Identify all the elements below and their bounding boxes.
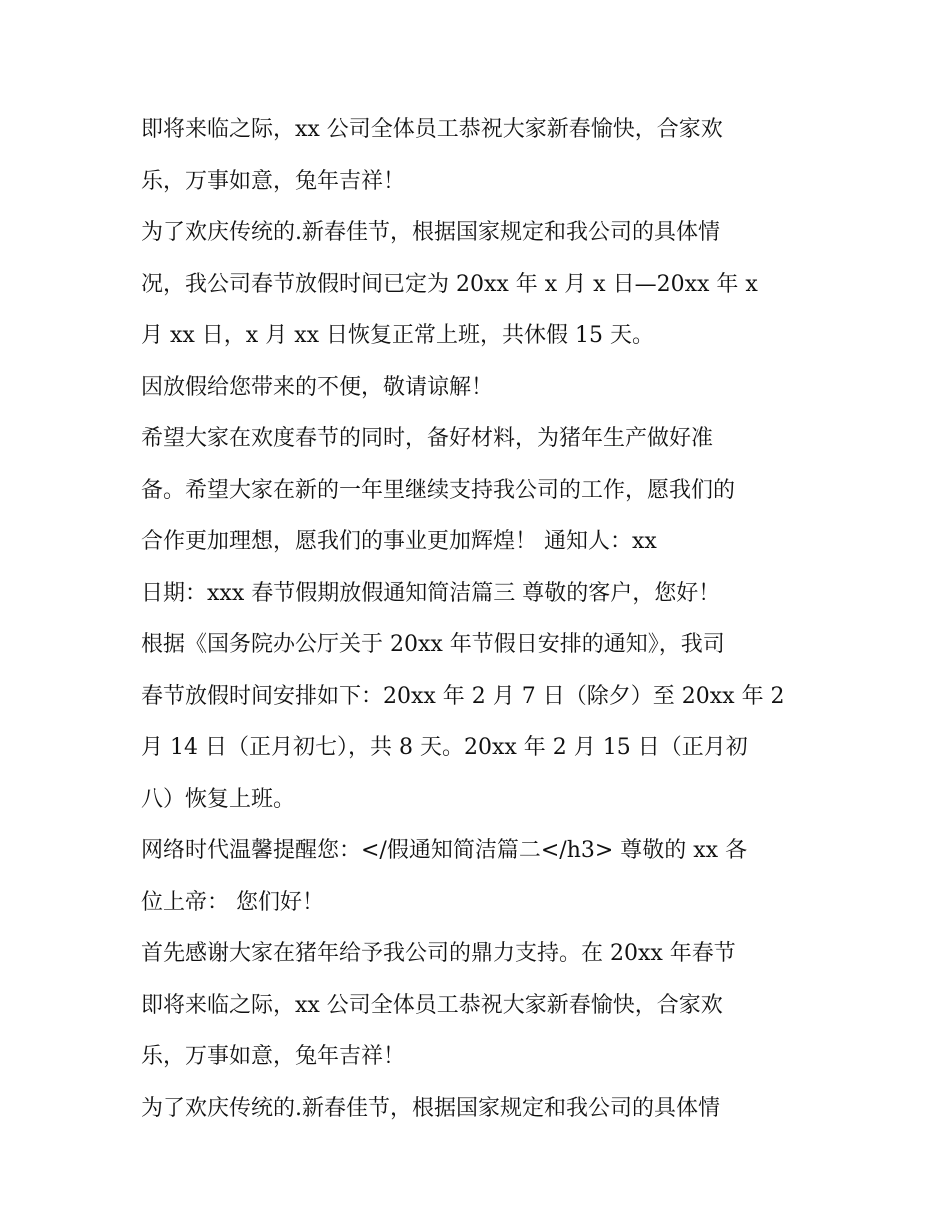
text-line: 八）恢复上班。	[141, 786, 296, 812]
document-body	[141, 104, 821, 1134]
text-line: 备。希望大家在新的一年里继续支持我公司的工作，愿我们的	[141, 477, 736, 503]
text-line: 月 xx 日，x 月 xx 日恢复正常上班，共休假 15 天。	[141, 323, 654, 348]
text-line: 春节放假时间安排如下：20xx 年 2 月 7 日（除夕）至 20xx 年 2	[141, 683, 785, 709]
text-line: 乐，万事如意，兔年吉祥！	[141, 168, 406, 194]
text-line: 合作更加理想，愿我们的事业更加辉煌！ 通知人：xx	[141, 529, 657, 554]
text-line: 为了欢庆传统的.新春佳节，根据国家规定和我公司的具体情	[141, 1095, 720, 1121]
text-line: 况，我公司春节放假时间已定为 20xx 年 x 月 x 日—20xx 年 x	[141, 271, 758, 297]
text-line: 乐，万事如意，兔年吉祥！	[141, 1044, 406, 1069]
text-line: 为了欢庆传统的.新春佳节，根据国家规定和我公司的具体情	[141, 220, 720, 245]
text-line: 首先感谢大家在猪年给予我公司的鼎力支持。在 20xx 年春节	[141, 941, 736, 966]
text-line: 即将来临之际，xx 公司全体员工恭祝大家新春愉快，合家欢	[141, 117, 723, 142]
text-line: 即将来临之际，xx 公司全体员工恭祝大家新春愉快，合家欢	[141, 992, 723, 1018]
text-line: 因放假给您带来的不便，敬请谅解！	[141, 374, 494, 400]
text-line: 希望大家在欢度春节的同时，备好材料，为猪年生产做好准	[141, 426, 714, 451]
text-line: 日期：xxx 春节假期放假通知简洁篇三 尊敬的客户，您好！	[141, 580, 721, 606]
text-line: 月 14 日（正月初七），共 8 天。20xx 年 2 月 15 日（正月初	[141, 735, 748, 760]
text-line: 位上帝： 您们好！	[141, 889, 324, 915]
text-line: 根据《国务院办公厅关于 20xx 年节假日安排的通知》，我司	[141, 632, 725, 657]
text-line: 网络时代温馨提醒您：</假通知简洁篇二</h3> 尊敬的 xx 各	[141, 838, 748, 863]
